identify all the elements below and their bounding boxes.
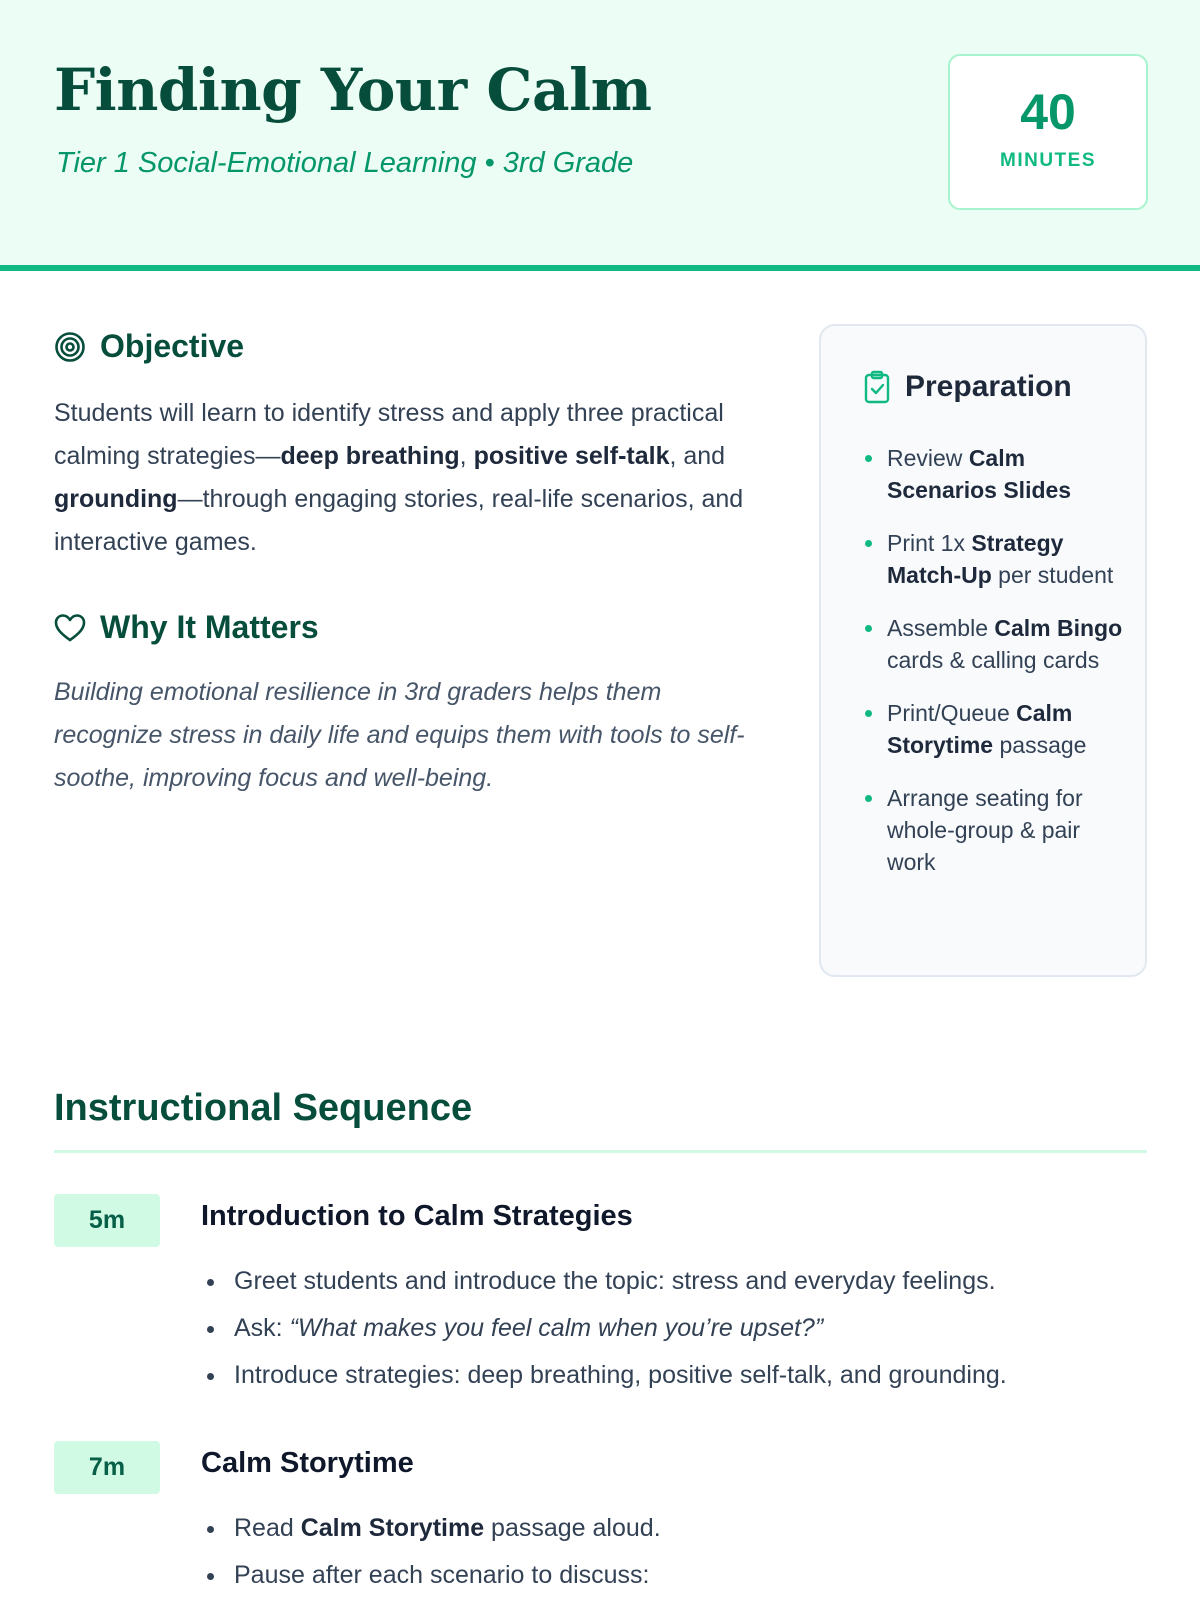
duration-value: 40 xyxy=(1020,84,1076,140)
step-title: Introduction to Calm Strategies xyxy=(201,1200,633,1232)
step-duration-badge: 7m xyxy=(54,1441,160,1494)
list-item: Assemble Calm Bingo cards & calling cards xyxy=(863,612,1133,676)
divider xyxy=(54,1150,1147,1153)
lesson-subtitle: Tier 1 Social-Emotional Learning • 3rd Grade xyxy=(56,147,634,179)
step-list xyxy=(234,1505,1174,1599)
clipboard-check-icon xyxy=(863,370,891,404)
heart-icon xyxy=(54,613,86,643)
target-icon xyxy=(54,331,86,363)
list-item: Read Calm Storytime passage aloud. xyxy=(234,1505,1174,1552)
why-text: Building emotional resilience in 3rd graders helps them recognize stress in daily life and equips them with tools to self-soothe, improving focus and well-being. xyxy=(54,678,745,792)
preparation-heading xyxy=(863,370,1072,404)
objective-heading-label: Objective xyxy=(100,328,245,364)
list-item: Print 1x Strategy Match-Up per student xyxy=(863,527,1133,591)
preparation-list xyxy=(863,442,1133,899)
step-list xyxy=(234,1258,1174,1399)
lesson-title: Finding Your Calm xyxy=(54,56,652,124)
step-title: Calm Storytime xyxy=(201,1447,414,1479)
preparation-card xyxy=(819,324,1147,977)
lesson-header xyxy=(0,0,1200,271)
list-item: Print/Queue Calm Storytime passage xyxy=(863,697,1133,761)
duration-label: MINUTES xyxy=(1000,150,1096,171)
preparation-heading-label: Preparation xyxy=(905,370,1072,403)
step-duration-badge: 5m xyxy=(54,1194,160,1247)
why-heading xyxy=(54,609,319,646)
list-item: Greet students and introduce the topic: stress and everyday feelings. xyxy=(234,1258,1174,1305)
list-item: Arrange seating for whole-group & pair work xyxy=(863,782,1133,878)
sequence-heading: Instructional Sequence xyxy=(54,1087,473,1129)
why-heading-label: Why It Matters xyxy=(100,609,319,645)
objective-heading xyxy=(54,328,244,365)
list-item: Review Calm Scenarios Slides xyxy=(863,442,1133,506)
list-item: Introduce strategies: deep breathing, positive self-talk, and grounding. xyxy=(234,1352,1174,1399)
objective-text: Students will learn to identify stress and apply three practical calming strategies—deep breathing, positive self-talk, and grounding—through engaging stories, real-life scenarios, and interactive games. xyxy=(54,399,744,556)
list-item: Ask: “What makes you feel calm when you’re upset?” xyxy=(234,1305,1174,1352)
list-item: Pause after each scenario to discuss: xyxy=(234,1552,1174,1599)
duration-badge xyxy=(948,54,1148,210)
